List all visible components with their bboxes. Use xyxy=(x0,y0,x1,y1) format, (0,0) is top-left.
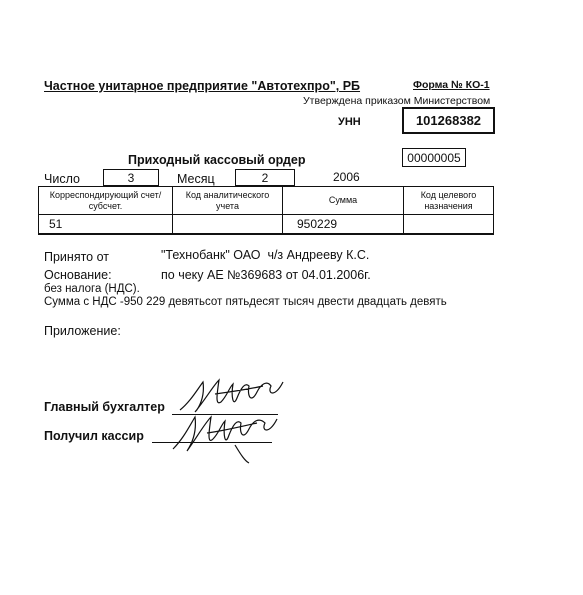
cell-analytic-code xyxy=(173,215,283,235)
received-from-value: "Технобанк" ОАО ч/з Андрееву К.С. xyxy=(161,248,370,262)
accounting-table xyxy=(38,186,494,235)
vat-note: без налога (НДС). xyxy=(44,283,140,295)
attachment-label: Приложение: xyxy=(44,324,121,338)
cell-account: 51 xyxy=(39,215,173,235)
received-from-label: Принято от xyxy=(44,250,110,264)
day-label: Число xyxy=(44,172,80,186)
approval-note: Утверждена приказом Министерством xyxy=(303,95,491,107)
cell-amount: 950229 xyxy=(283,215,404,235)
cell-purpose-code xyxy=(404,215,494,235)
form-number: Форма № КО-1 xyxy=(413,79,490,91)
unn-value: 101268382 xyxy=(402,107,495,134)
table-row xyxy=(39,215,494,235)
order-number: 00000005 xyxy=(402,148,466,167)
cashier-label: Получил кассир xyxy=(44,429,144,443)
month-label: Месяц xyxy=(177,172,215,186)
chief-accountant-label: Главный бухгалтер xyxy=(44,400,165,414)
basis-value: по чеку АЕ №369683 от 04.01.2006г. xyxy=(161,268,371,282)
day-value: 3 xyxy=(103,169,159,186)
header-corresponding-account: Корреспондирующий счет/субсчет. xyxy=(39,187,173,215)
table-header-row xyxy=(39,187,494,215)
month-value: 2 xyxy=(235,169,295,186)
year-value: 2006 xyxy=(333,170,360,184)
header-analytic-code: Код аналитического учета xyxy=(173,187,283,215)
cashier-signature xyxy=(165,405,295,465)
unn-label: УНН xyxy=(338,116,361,128)
organization-name: Частное унитарное предприятие "Автотехпро", РБ xyxy=(44,79,361,93)
basis-label: Основание: xyxy=(44,268,112,282)
document-title: Приходный кассовый ордер xyxy=(128,153,306,167)
header-amount: Сумма xyxy=(283,187,404,215)
header-purpose-code: Код целевого назначения xyxy=(404,187,494,215)
amount-in-words: Сумма с НДС -950 229 девятьсот пятьдесят тысяч двести двадцать девять xyxy=(44,296,447,308)
